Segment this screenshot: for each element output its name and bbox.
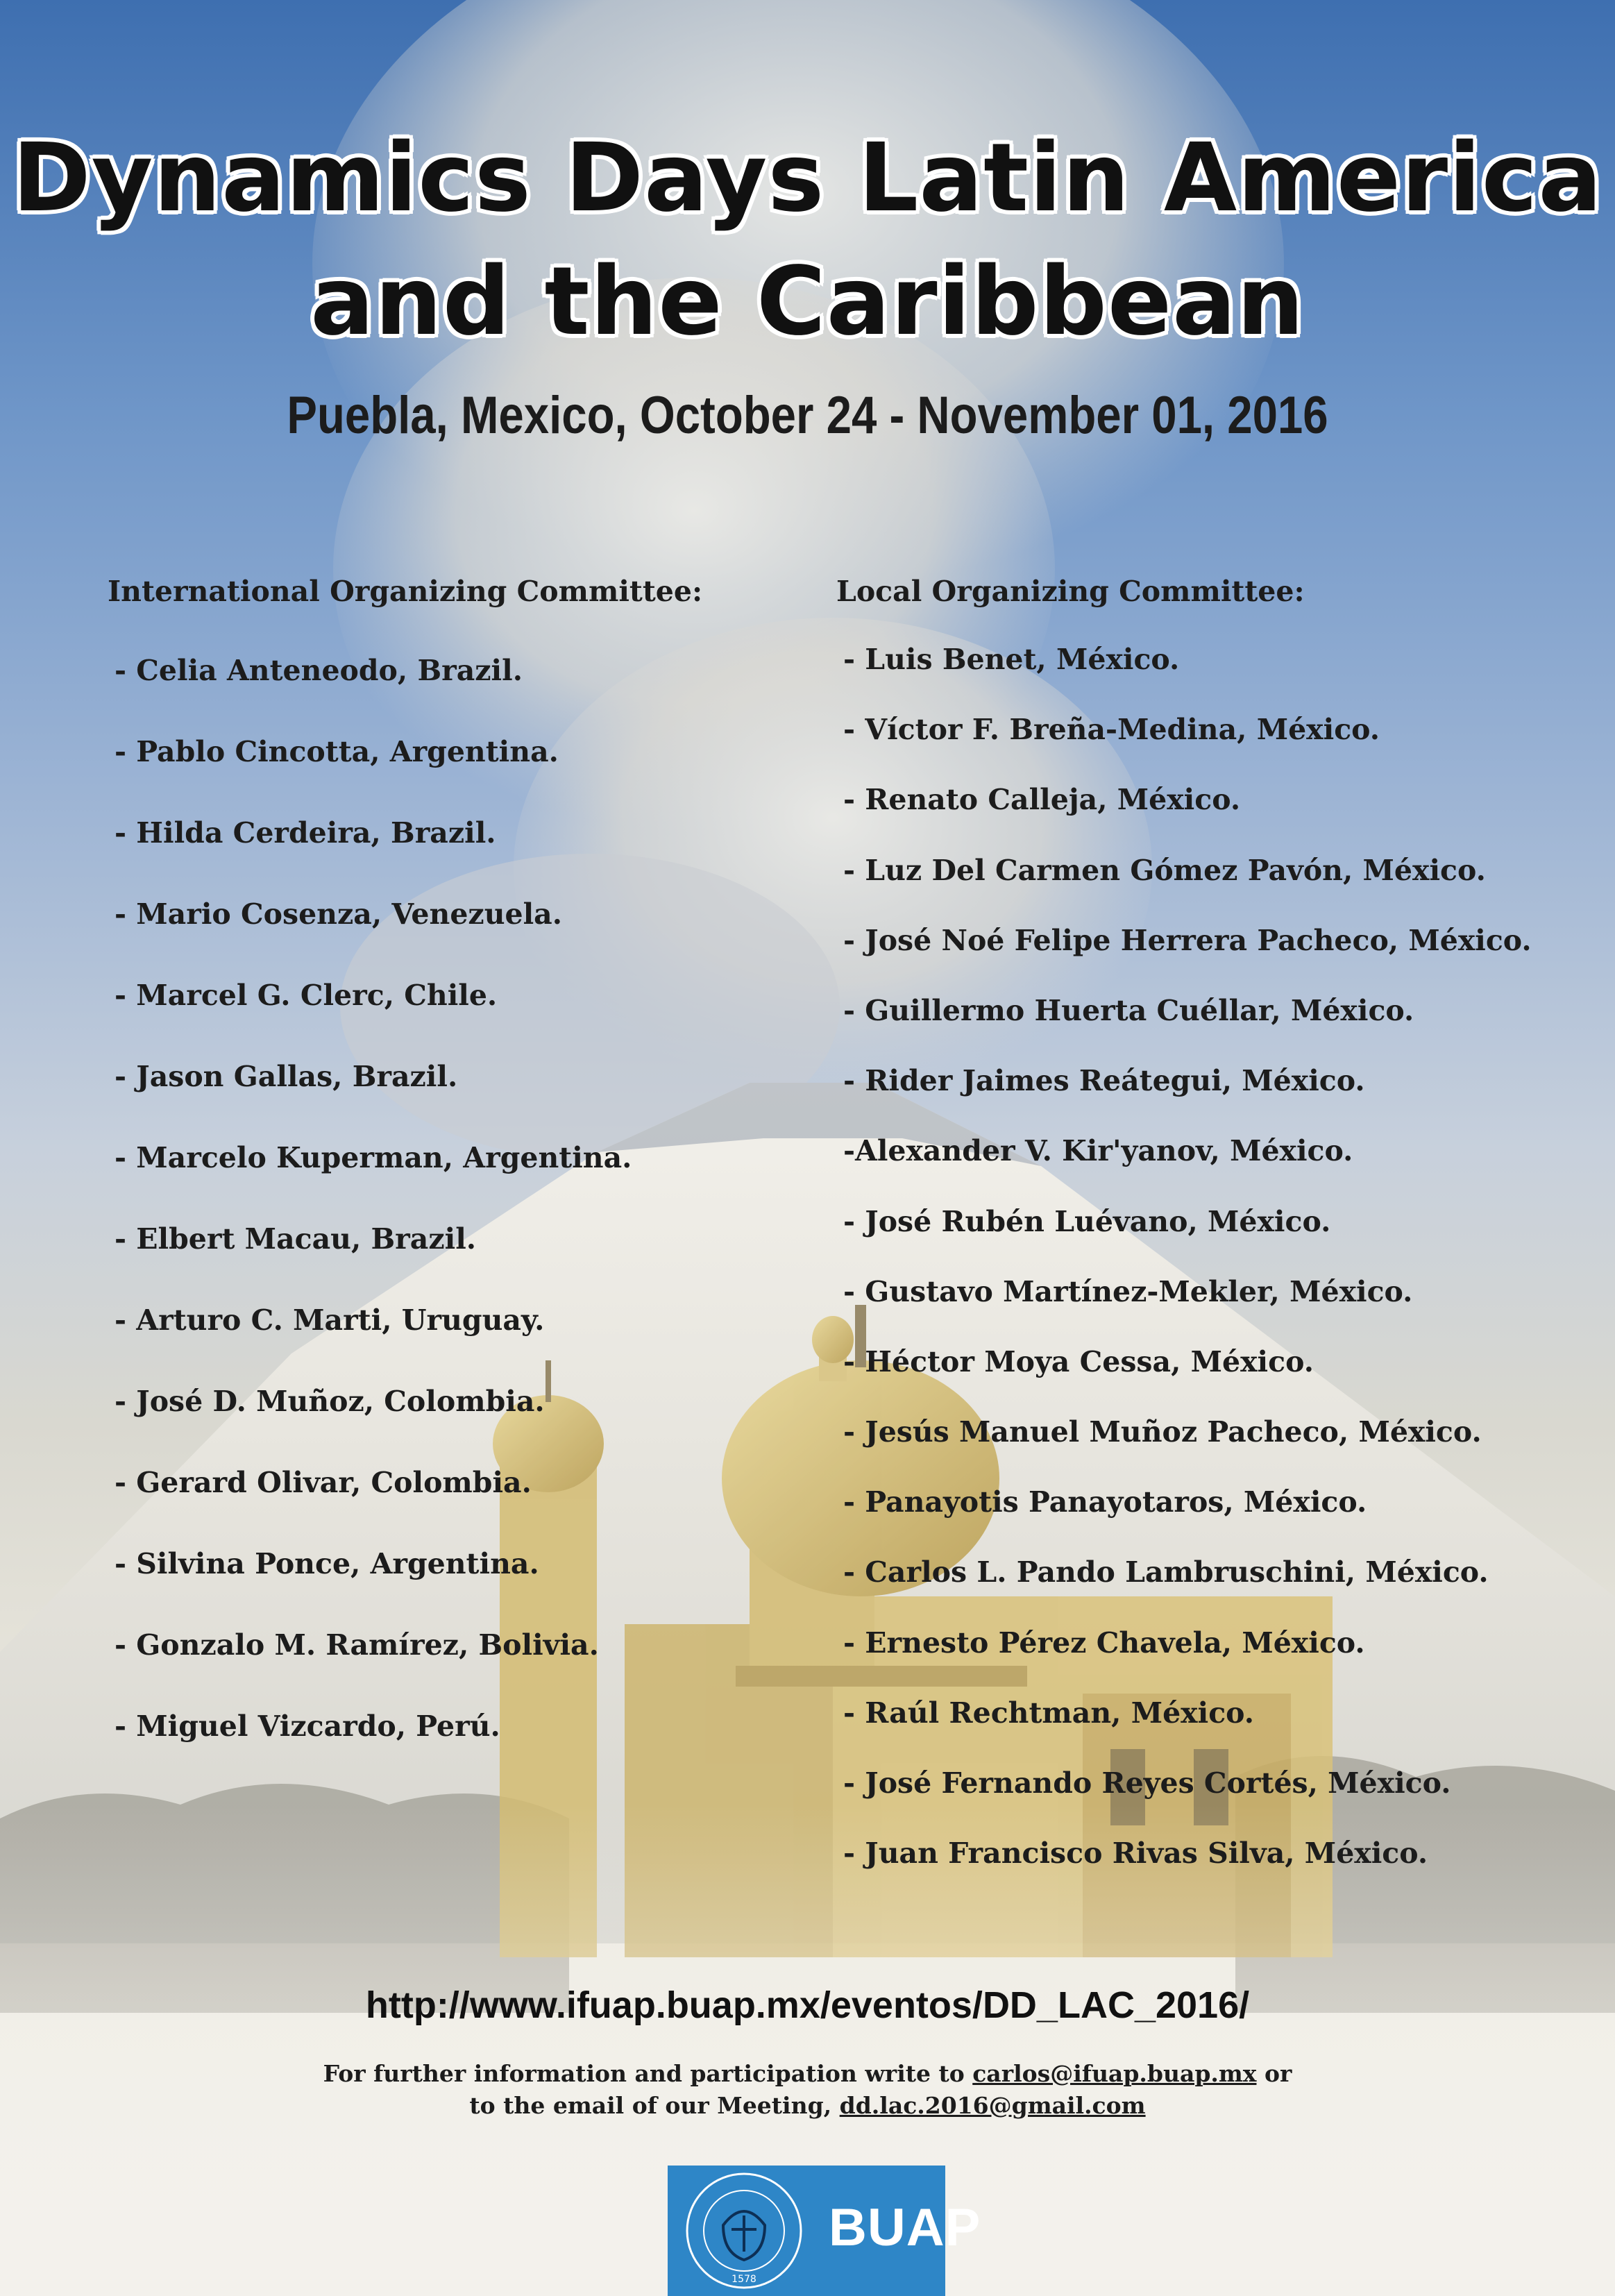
event-dates-location: Puebla, Mexico, October 24 - November 01, 2016	[287, 386, 1328, 445]
committee-member: - Gerard Olivar, Colombia.	[115, 1466, 532, 1499]
committee-member: - José Noé Felipe Herrera Pacheco, México.	[843, 923, 1532, 957]
committee-member: - Luz Del Carmen Gómez Pavón, México.	[843, 853, 1486, 887]
email-link-primary[interactable]: carlos@ifuap.buap.mx	[972, 2060, 1257, 2087]
committee-member: - Hilda Cerdeira, Brazil.	[115, 816, 496, 850]
committee-member: - Jason Gallas, Brazil.	[115, 1060, 458, 1093]
committee-member: - Arturo C. Marti, Uruguay.	[115, 1303, 545, 1337]
committee-member: - Celia Anteneodo, Brazil.	[115, 654, 523, 687]
committee-member: - José D. Muñoz, Colombia.	[115, 1385, 545, 1418]
committee-member: - Jesús Manuel Muñoz Pacheco, México.	[843, 1415, 1482, 1449]
title-line-1: Dynamics Days Latin America	[12, 124, 1603, 233]
committee-member: - Mario Cosenza, Venezuela.	[115, 897, 563, 931]
title-line-2: and the Caribbean	[310, 247, 1305, 357]
contact-line-1	[0, 2058, 1615, 2090]
international-committee-list	[108, 650, 702, 1787]
local-committee-heading: Local Organizing Committee:	[836, 575, 1305, 608]
committee-member: - Miguel Vizcardo, Perú.	[115, 1710, 500, 1743]
contact-line-2-prefix: to the email of our Meeting,	[469, 2092, 832, 2119]
buap-wordmark: BUAP	[829, 2198, 981, 2257]
committee-member: - Elbert Macau, Brazil.	[115, 1222, 477, 1256]
international-committee-heading: International Organizing Committee:	[108, 575, 703, 608]
buap-logo	[668, 2166, 981, 2296]
contact-info	[0, 2058, 1615, 2122]
committee-member: - Guillermo Huerta Cuéllar, México.	[843, 993, 1414, 1027]
committee-member: - Juan Francisco Rivas Silva, México.	[843, 1837, 1428, 1871]
committee-member: - Gonzalo M. Ramírez, Bolivia.	[115, 1628, 599, 1662]
committee-member: - Pablo Cincotta, Argentina.	[115, 735, 559, 768]
local-committee-list	[836, 639, 1532, 1902]
committee-member: - Silvina Ponce, Argentina.	[115, 1547, 539, 1580]
committee-member: - José Fernando Reyes Cortés, México.	[843, 1766, 1451, 1800]
committee-member: - Marcel G. Clerc, Chile.	[115, 979, 498, 1012]
international-committee	[108, 571, 702, 1787]
contact-line-1-suffix: or	[1264, 2060, 1292, 2087]
committee-member: - Panayotis Panayotaros, México.	[843, 1485, 1367, 1519]
committee-member: - Carlos L. Pando Lambruschini, México.	[843, 1555, 1489, 1589]
email-link-meeting[interactable]: dd.lac.2016@gmail.com	[839, 2092, 1146, 2119]
committee-member: - Renato Calleja, México.	[843, 783, 1241, 817]
contact-line-1-prefix: For further information and participation write to	[323, 2060, 965, 2087]
local-committee	[836, 571, 1532, 1902]
committee-member: - Luis Benet, México.	[843, 643, 1180, 676]
committee-member: - Héctor Moya Cessa, México.	[843, 1344, 1314, 1378]
committee-member: - Ernesto Pérez Chavela, México.	[843, 1626, 1365, 1660]
committee-member: - Gustavo Martínez-Mekler, México.	[843, 1274, 1413, 1308]
committee-member: - Rider Jaimes Reátegui, México.	[843, 1064, 1365, 1098]
event-website-link[interactable]: http://www.ifuap.buap.mx/eventos/DD_LAC_2016/	[365, 1984, 1250, 2026]
contact-line-2	[0, 2090, 1615, 2122]
committee-member: - José Rubén Luévano, México.	[843, 1204, 1331, 1238]
seal-year: 1578	[732, 2274, 756, 2285]
committee-member: - Víctor F. Breña-Medina, México.	[843, 713, 1380, 747]
committee-member: - Marcelo Kuperman, Argentina.	[115, 1141, 632, 1174]
committee-member: -Alexander V. Kir'yanov, México.	[843, 1134, 1353, 1168]
committee-member: - Raúl Rechtman, México.	[843, 1696, 1255, 1730]
university-seal-icon	[675, 2170, 813, 2292]
